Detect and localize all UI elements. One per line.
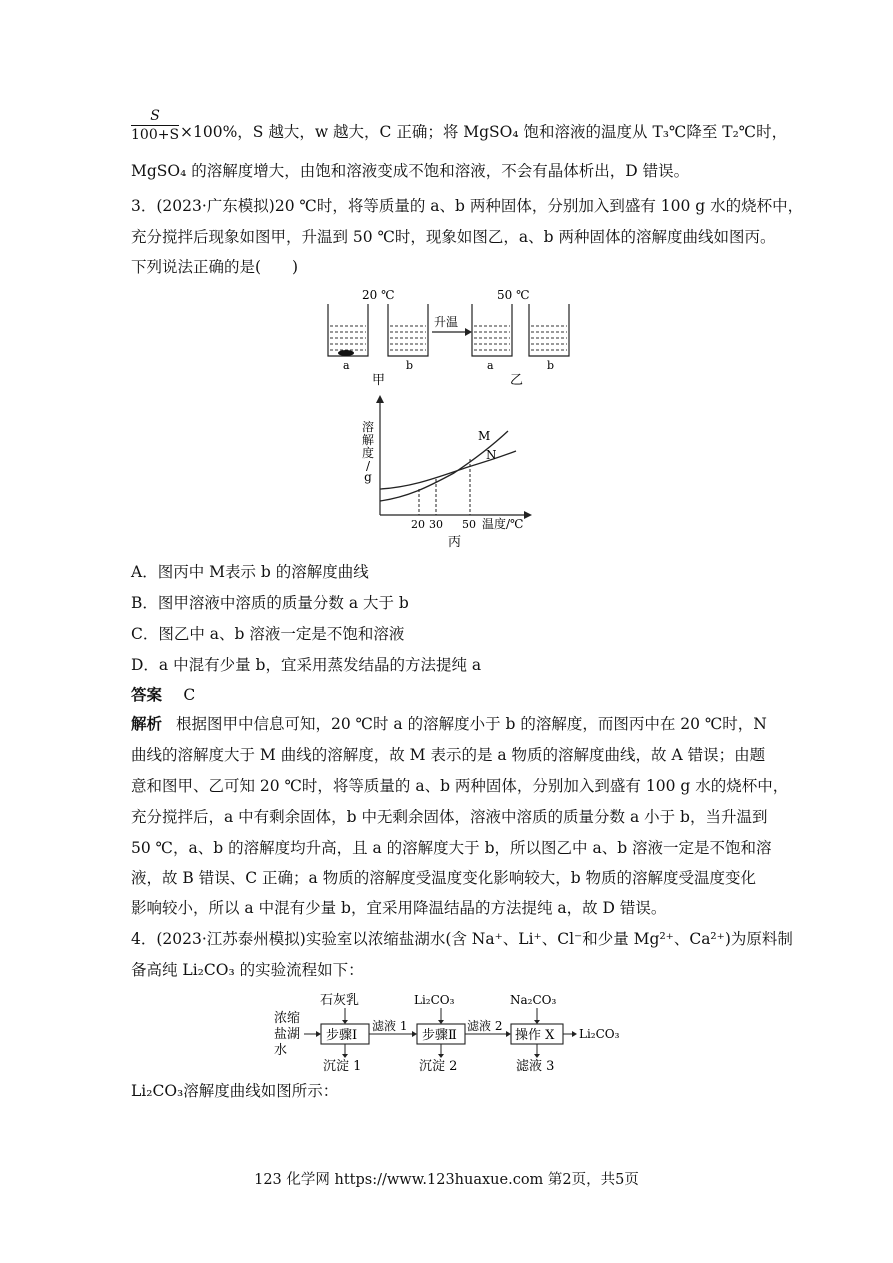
answer bbox=[131, 683, 195, 705]
x-tick-label: 30 bbox=[429, 518, 443, 531]
curve-m-label: M bbox=[478, 429, 491, 443]
q4-line2: 备高纯 Li₂CO₃ 的实验流程如下： bbox=[131, 961, 364, 979]
step2-label: 步骤Ⅱ bbox=[422, 1028, 457, 1043]
flow-input: 水 bbox=[274, 1043, 288, 1058]
option-d: D．a 中混有少量 b，宜采用蒸发结晶的方法提纯 a bbox=[131, 656, 482, 674]
analysis-label: 解析 bbox=[131, 714, 163, 733]
undissolved-solid bbox=[338, 350, 354, 356]
step1-label: 步骤Ⅰ bbox=[326, 1028, 358, 1043]
y-axis-label: 溶解度/ g bbox=[361, 420, 375, 484]
reagent1: 石灰乳 bbox=[320, 993, 360, 1008]
temp-label-50: 50 ℃ bbox=[497, 288, 530, 302]
beaker-label: b bbox=[406, 359, 414, 372]
beaker-a-20 bbox=[328, 304, 368, 356]
option-a: A．图丙中 M表示 b 的溶解度曲线 bbox=[131, 563, 369, 581]
x-axis-label: 温度/℃ bbox=[482, 517, 524, 531]
para-top-line1: ×100%，S 越大，w 越大，C 正确；将 MgSO₄ 饱和溶液的温度从 T₃℃降至 T₂℃时， bbox=[180, 123, 788, 141]
beaker-b-50 bbox=[529, 304, 569, 356]
q3-line1: 3．(2023·广东模拟)20 ℃时，将等质量的 a、b 两种固体，分别加入到盛有 100 g 水的烧杯中， bbox=[131, 197, 804, 215]
group-label-yi: 乙 bbox=[510, 373, 524, 388]
analysis-line2: 曲线的溶解度大于 M 曲线的溶解度，故 M 表示的是 a 物质的溶解度曲线，故 A 错误；由题 bbox=[131, 746, 766, 764]
beaker-label: a bbox=[343, 359, 350, 372]
out1: 沉淀 1 bbox=[323, 1059, 362, 1072]
option-c: C．图乙中 a、b 溶液一定是不饱和溶液 bbox=[131, 625, 405, 643]
flow-input: 浓缩 bbox=[274, 1011, 301, 1026]
fraction bbox=[131, 108, 179, 143]
analysis-line3: 意和图甲、乙可知 20 ℃时，将等质量的 a、b 两种固体，分别加入到盛有 100 g 水的烧杯中， bbox=[131, 777, 789, 795]
group-label-jia: 甲 bbox=[372, 373, 386, 388]
beaker-b-20 bbox=[388, 304, 428, 356]
curve-n-label: N bbox=[486, 448, 497, 462]
x-tick-label: 20 bbox=[411, 518, 425, 531]
temp-label-20: 20 ℃ bbox=[362, 288, 395, 302]
x-tick-label: 50 bbox=[462, 518, 476, 531]
page-footer: 123 化学网 https://www.123huaxue.com 第2页，共5页 bbox=[254, 1172, 639, 1188]
analysis-line4: 充分搅拌后，a 中有剩余固体，b 中无剩余固体，溶液中溶质的质量分数 a 小于 b，当升温到 bbox=[131, 808, 768, 826]
beaker-a-50 bbox=[472, 304, 512, 356]
option-b: B．图甲溶液中溶质的质量分数 a 大于 b bbox=[131, 594, 409, 612]
process-flow-diagram bbox=[268, 990, 638, 1072]
beaker-label: a bbox=[487, 359, 494, 372]
flow-input: 盐湖 bbox=[274, 1027, 301, 1042]
q3-line2: 充分搅拌后现象如图甲，升温到 50 ℃时，现象如图乙，a、b 两种固体的溶解度曲线如图丙。 bbox=[131, 228, 776, 246]
fraction-numerator: S bbox=[131, 108, 179, 126]
solubility-curve-figure bbox=[358, 393, 568, 553]
analysis-line1 bbox=[131, 713, 767, 735]
analysis-line7: 影响较小，所以 a 中混有少量 b，宜采用降温结晶的方法提纯 a，故 D 错误。 bbox=[131, 899, 667, 917]
analysis-line5: 50 ℃，a、b 的溶解度均升高，且 a 的溶解度大于 b，所以图乙中 a、b 溶液一定是不饱和溶 bbox=[131, 839, 772, 857]
answer-label: 答案 bbox=[131, 685, 163, 704]
out2: 沉淀 2 bbox=[419, 1059, 458, 1072]
beaker-figure bbox=[320, 284, 580, 390]
q4-tail: Li₂CO₃溶解度曲线如图所示： bbox=[131, 1082, 339, 1100]
fraction-denominator: 100+S bbox=[131, 127, 180, 143]
beaker-label: b bbox=[547, 359, 555, 372]
analysis-text: 根据图甲中信息可知，20 ℃时 a 的溶解度小于 b 的溶解度，而图丙中在 20 ℃时，N bbox=[176, 715, 767, 733]
heat-label: 升温 bbox=[434, 315, 459, 329]
step3-label: 操作 X bbox=[515, 1028, 555, 1043]
filtrate2: 滤液 2 bbox=[467, 1019, 503, 1033]
q4-line1: 4．(2023·江苏泰州模拟)实验室以浓缩盐湖水(含 Na⁺、Li⁺、Cl⁻和少量 Mg²⁺、Ca²⁺)为原料制 bbox=[131, 930, 793, 948]
answer-value: C bbox=[183, 686, 196, 704]
filtrate1: 滤液 1 bbox=[372, 1019, 408, 1033]
out3: 滤液 3 bbox=[516, 1059, 555, 1072]
reagent2: Li₂CO₃ bbox=[414, 993, 455, 1007]
q3-line3: 下列说法正确的是( ) bbox=[131, 258, 299, 276]
analysis-line6: 液，故 B 错误、C 正确；a 物质的溶解度受温度变化影响较大，b 物质的溶解度受温度变化 bbox=[131, 869, 757, 887]
reagent3: Na₂CO₃ bbox=[510, 993, 557, 1007]
para-top-line2: MgSO₄ 的溶解度增大，由饱和溶液变成不饱和溶液，不会有晶体析出，D 错误。 bbox=[131, 162, 690, 180]
product: Li₂CO₃ bbox=[579, 1027, 620, 1041]
figure-caption-bing: 丙 bbox=[448, 535, 462, 550]
